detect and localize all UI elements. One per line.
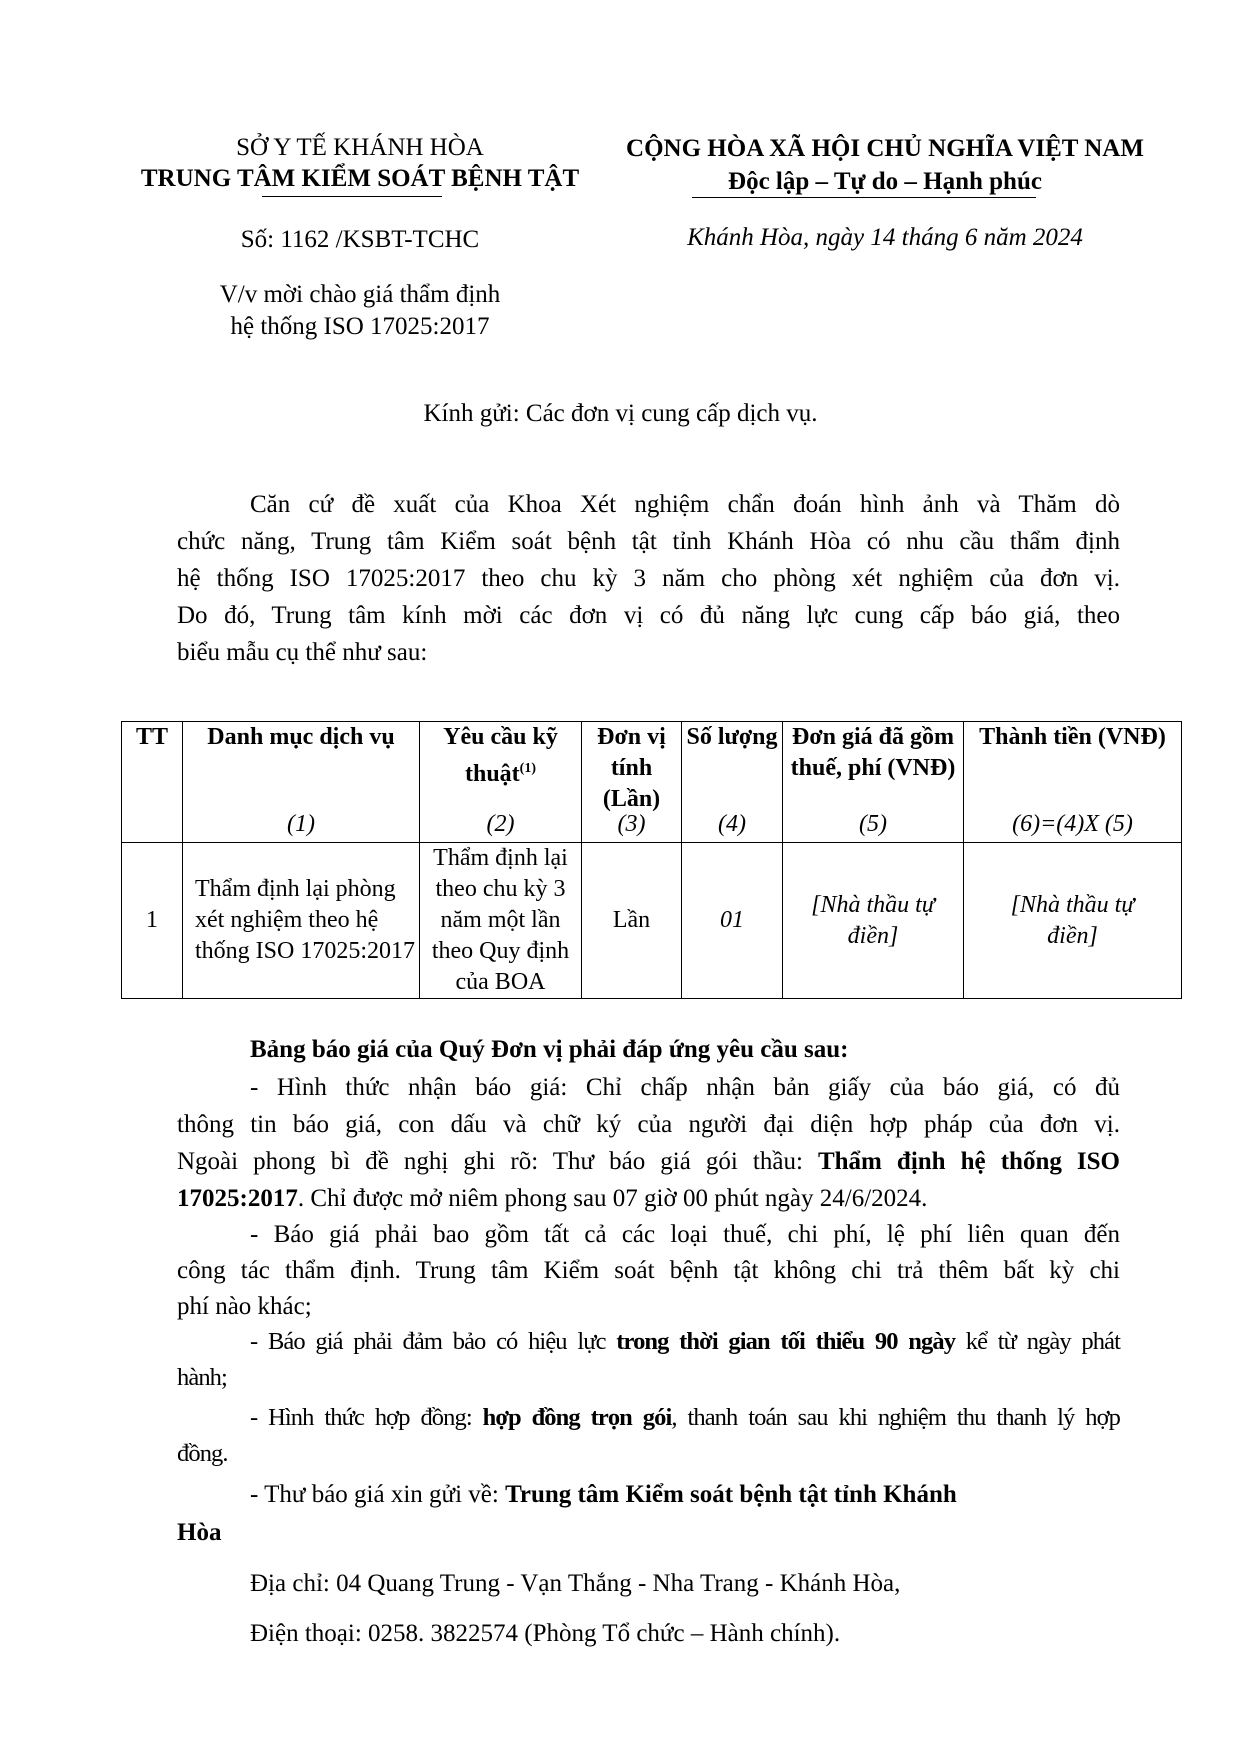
header-cell: Đơn vị tính (Lần) (3) bbox=[582, 722, 682, 843]
cell-unit: Lần bbox=[582, 843, 682, 999]
cell-total: [Nhà thầu tự điền] bbox=[964, 843, 1182, 999]
intro-line: biểu mẫu cụ thể như sau: bbox=[177, 639, 428, 666]
requirement-item-4: - Hình thức hợp đồng: hợp đồng trọn gói, thanh toán sau khi nghiệm thu thanh lý hợp đồng. bbox=[177, 1404, 1120, 1467]
intro-line: hệ thống ISO 17025:2017 theo chu kỳ 3 năm cho phòng xét nghiệm của đơn vị. bbox=[177, 565, 1120, 592]
unit-underline bbox=[262, 196, 442, 197]
cell-tt: 1 bbox=[122, 843, 183, 999]
contact-address: Địa chỉ: 04 Quang Trung - Vạn Thắng - Nha Trang - Khánh Hòa, bbox=[250, 1570, 901, 1597]
cell-unit-price: [Nhà thầu tự điền] bbox=[783, 843, 964, 999]
cell-quantity: 01 bbox=[682, 843, 783, 999]
table-row bbox=[122, 843, 1182, 999]
requirement-item-1: - Hình thức nhận báo giá: Chỉ chấp nhận bản giấy của báo giá, có đủ thông tin báo giá, con dấu và chữ ký của người đại diện hợp pháp của đơn vị. Ngoài phong bì đề nghị ghi rõ: Thư báo giá gói thầu: Thẩm định hệ thống ISO 17025:2017. Chỉ được mở niêm phong sau 07 giờ 00 phút ngày 24/6/2024. bbox=[177, 1074, 1120, 1212]
document-number: Số: 1162 /KSBT-TCHC bbox=[240, 226, 480, 253]
recipient: Kính gửi: Các đơn vị cung cấp dịch vụ. bbox=[423, 400, 818, 427]
quotation-table bbox=[121, 721, 1182, 999]
header-left bbox=[120, 132, 600, 194]
header-cell: Danh mục dịch vụ (1) bbox=[183, 722, 420, 843]
document-subject bbox=[120, 279, 600, 343]
intro-line: Do đó, Trung tâm kính mời các đơn vị có đủ năng lực cung cấp báo giá, theo bbox=[177, 602, 1120, 629]
subject-line-2: hệ thống ISO 17025:2017 bbox=[230, 313, 490, 340]
requirements-heading: Bảng báo giá của Quý Đơn vị phải đáp ứng yêu cầu sau: bbox=[250, 1036, 849, 1063]
intro-paragraph bbox=[177, 486, 1120, 671]
header-cell: Số lượng (4) bbox=[682, 722, 783, 843]
agency-name: SỞ Y TẾ KHÁNH HÒA bbox=[236, 134, 484, 161]
unit-name: TRUNG TÂM KIỂM SOÁT BỆNH TẬT bbox=[140, 165, 580, 192]
requirement-item-2: - Báo giá phải bao gồm tất cả các loại thuế, chi phí, lệ phí liên quan đến công tác thẩm định. Trung tâm Kiểm soát bệnh tật không chi trả thêm bất kỳ chi phí nào khác; bbox=[177, 1221, 1120, 1320]
header-cell: TT bbox=[122, 722, 183, 843]
cell-service: Thẩm định lại phòng xét nghiệm theo hệ thống ISO 17025:2017 bbox=[183, 843, 420, 999]
document-date: Khánh Hòa, ngày 14 tháng 6 năm 2024 bbox=[687, 224, 1083, 251]
cell-requirement: Thẩm định lại theo chu kỳ 3 năm một lần theo Quy định của BOA bbox=[420, 843, 582, 999]
subject-line-1: V/v mời chào giá thẩm định bbox=[219, 281, 501, 308]
header-cell: Đơn giá đã gồm thuế, phí (VNĐ) (5) bbox=[783, 722, 964, 843]
motto-underline bbox=[692, 197, 1036, 198]
intro-line: chức năng, Trung tâm Kiểm soát bệnh tật tỉnh Khánh Hòa có nhu cầu thẩm định bbox=[177, 528, 1120, 555]
header-right bbox=[600, 132, 1170, 198]
national-motto: Độc lập – Tự do – Hạnh phúc bbox=[728, 168, 1042, 195]
requirement-item-5: - Thư báo giá xin gửi về: Trung tâm Kiểm soát bệnh tật tỉnh Khánh Hòa bbox=[177, 1481, 957, 1546]
header-cell: Yêu cầu kỹ thuật$^{(1)}$ (2) bbox=[420, 722, 582, 843]
contact-phone: Điện thoại: 0258. 3822574 (Phòng Tổ chức – Hành chính). bbox=[250, 1620, 841, 1647]
requirement-item-3: - Báo giá phải đảm bảo có hiệu lực trong thời gian tối thiểu 90 ngày kể từ ngày phát hành; bbox=[177, 1328, 1120, 1391]
intro-line: Căn cứ đề xuất của Khoa Xét nghiệm chẩn đoán hình ảnh và Thăm dò bbox=[250, 491, 1120, 518]
header-cell: Thành tiền (VNĐ) (6)=(4)X (5) bbox=[964, 722, 1182, 843]
country-name: CỘNG HÒA XÃ HỘI CHỦ NGHĨA VIỆT NAM bbox=[626, 135, 1144, 162]
table-header-row bbox=[122, 722, 1182, 843]
